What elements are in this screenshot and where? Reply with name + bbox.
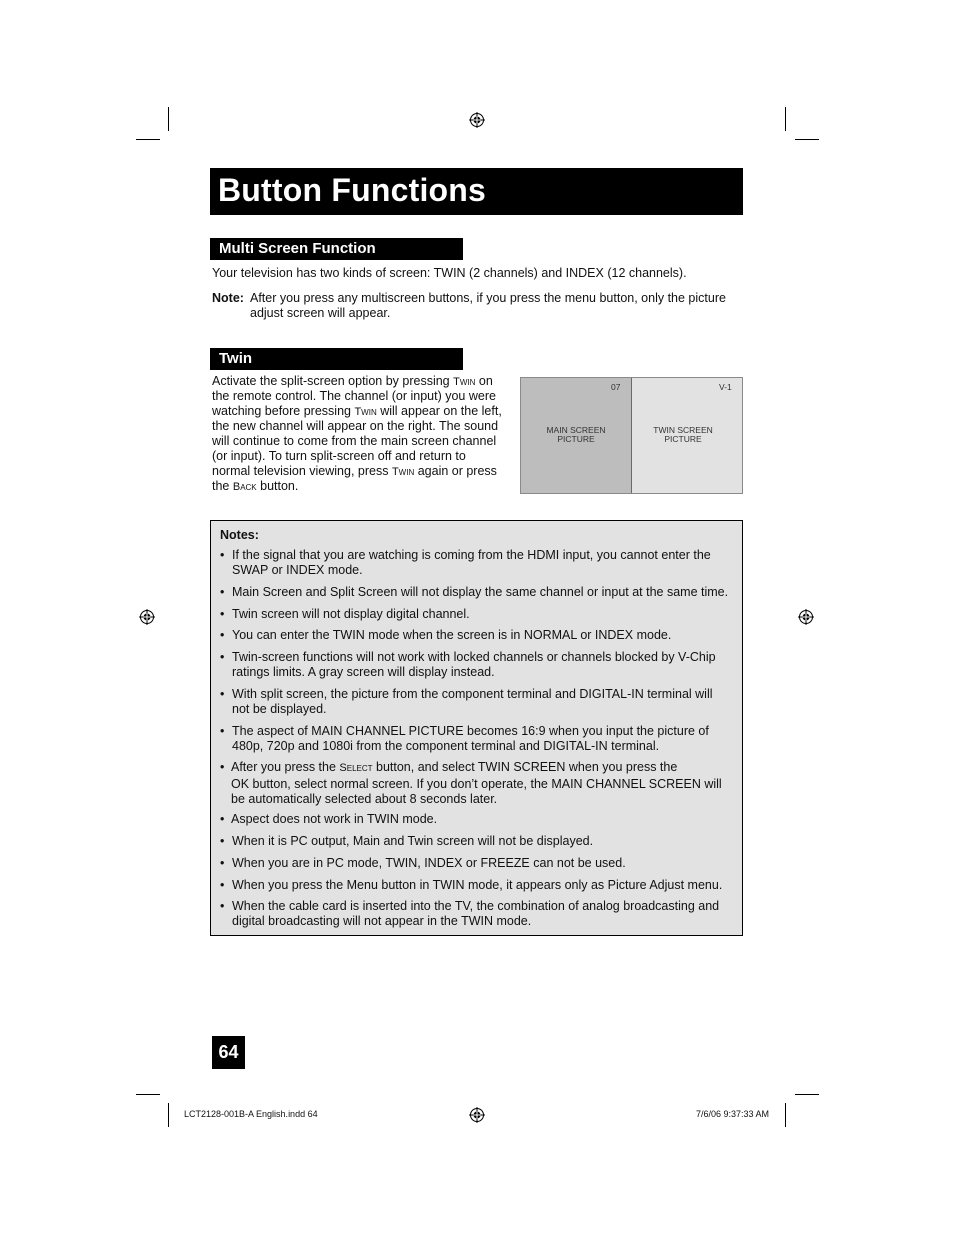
note-item: Twin screen will not display digital channel.	[232, 607, 470, 621]
registration-mark-icon	[139, 609, 155, 625]
bullet: •	[220, 878, 225, 892]
twin-screen-panel	[632, 378, 742, 493]
twin-para-line: the remote control. The channel (or input) you were	[212, 389, 496, 403]
note-item: When the cable card is inserted into the TV, the combination of analog broadcasting and digital broadcasting will not appear in the TWIN mode.	[232, 899, 720, 928]
bullet: •	[220, 607, 225, 621]
section-heading-label: Multi Screen Function	[219, 240, 376, 257]
bullet: •	[220, 856, 225, 870]
crop-mark	[136, 1094, 160, 1095]
crop-mark	[785, 107, 786, 131]
note-text-line: adjust screen will appear.	[250, 306, 391, 320]
bullet: •	[220, 585, 225, 599]
page-title-bar	[210, 168, 743, 215]
bullet: •	[220, 812, 225, 826]
bullet: •	[220, 834, 225, 848]
page-title: Button Functions	[218, 172, 487, 208]
section-heading-label: Twin	[219, 350, 253, 367]
twin-button-ref: Twin	[354, 406, 377, 418]
main-screen-label: PICTURE	[557, 434, 595, 444]
notes-box	[210, 520, 743, 936]
note-label: Note:	[212, 291, 244, 305]
note-item: When you press the Menu button in TWIN mode, it appears only as Picture Adjust menu.	[232, 878, 723, 892]
registration-mark-icon	[798, 609, 814, 625]
note-item: When you are in PC mode, TWIN, INDEX or FREEZE can not be used.	[232, 856, 626, 870]
twin-para-line: (or input). To turn split-screen off and return to	[212, 449, 466, 463]
bullet: •	[220, 650, 225, 664]
note-item: Aspect does not work in TWIN mode.	[231, 812, 438, 826]
note-item: When it is PC output, Main and Twin screen will not be displayed.	[232, 834, 594, 848]
section-heading-multi-screen	[210, 238, 463, 260]
multi-intro: Your television has two kinds of screen: TWIN (2 channels) and INDEX (12 channels).	[212, 266, 687, 280]
crop-mark	[136, 139, 160, 140]
twin-channel-input: V-1	[719, 382, 732, 392]
note-item: After you press the Select button, and select TWIN SCREEN when you press the OK button, select normal screen. If you don’t operate, the MAIN CHANNEL SCREEN will be automatically selected about 8 seconds later.	[231, 760, 722, 806]
split-screen-diagram	[520, 377, 743, 494]
section-heading-twin	[210, 348, 463, 370]
back-button-ref: Back	[232, 481, 257, 493]
main-channel-number: 07	[611, 382, 621, 392]
note-item: You can enter the TWIN mode when the screen is in NORMAL or INDEX mode.	[232, 628, 672, 642]
twin-button-ref: Twin	[391, 466, 415, 478]
notes-title: Notes:	[220, 528, 259, 542]
bullet: •	[220, 687, 225, 701]
crop-mark	[795, 1094, 819, 1095]
twin-para-line: will continue to come from the main screen channel	[212, 434, 497, 448]
twin-para-line: watching before pressing Twin will appear on the left,	[212, 404, 502, 418]
main-screen-panel	[521, 378, 632, 493]
bullet: •	[220, 760, 225, 774]
note-item: Main Screen and Split Screen will not display the same channel or input at the same time.	[232, 585, 729, 599]
note-item: With split screen, the picture from the component terminal and DIGITAL-IN terminal will not be displayed.	[232, 687, 713, 716]
note-item: If the signal that you are watching is coming from the HDMI input, you cannot enter the SWAP or INDEX mode.	[232, 548, 711, 577]
twin-para-line: Activate the split-screen option by pressing Twin on	[212, 374, 493, 388]
crop-mark	[785, 1103, 786, 1127]
crop-mark	[795, 139, 819, 140]
bullet: •	[220, 628, 225, 642]
twin-screen-label: TWIN SCREEN	[653, 425, 713, 435]
main-screen-label: MAIN SCREEN	[546, 425, 606, 435]
note-item: The aspect of MAIN CHANNEL PICTURE becomes 16:9 when you input the picture of 480p, 720p and 1080i from the component terminal and DIGITAL-IN terminal.	[232, 724, 709, 753]
page-number: 64	[212, 1036, 245, 1069]
crop-mark	[168, 1103, 169, 1127]
bullet: •	[220, 724, 225, 738]
twin-para-line: the new channel will appear on the right. The sound	[212, 419, 499, 433]
select-button-ref: Select	[339, 762, 373, 774]
twin-button-ref: Twin	[453, 376, 476, 388]
twin-screen-label: PICTURE	[664, 434, 702, 444]
twin-para-line: normal television viewing, press Twin again or press	[212, 464, 497, 478]
slug-timestamp: 7/6/06 9:37:33 AM	[696, 1109, 770, 1119]
bullet: •	[220, 899, 225, 913]
registration-mark-icon	[469, 112, 485, 128]
bullet: •	[220, 548, 225, 562]
twin-para-line: the Back button.	[212, 479, 299, 493]
registration-mark-icon	[469, 1107, 485, 1123]
note-text-line: After you press any multiscreen buttons, if you press the menu button, only the picture	[250, 291, 726, 305]
note-item: Twin-screen functions will not work with locked channels or channels blocked by V-Chip ratings limits. A gray screen will display instead.	[232, 650, 716, 679]
slug-file-info: LCT2128-001B-A English.indd 64	[184, 1109, 318, 1119]
crop-mark	[168, 107, 169, 131]
